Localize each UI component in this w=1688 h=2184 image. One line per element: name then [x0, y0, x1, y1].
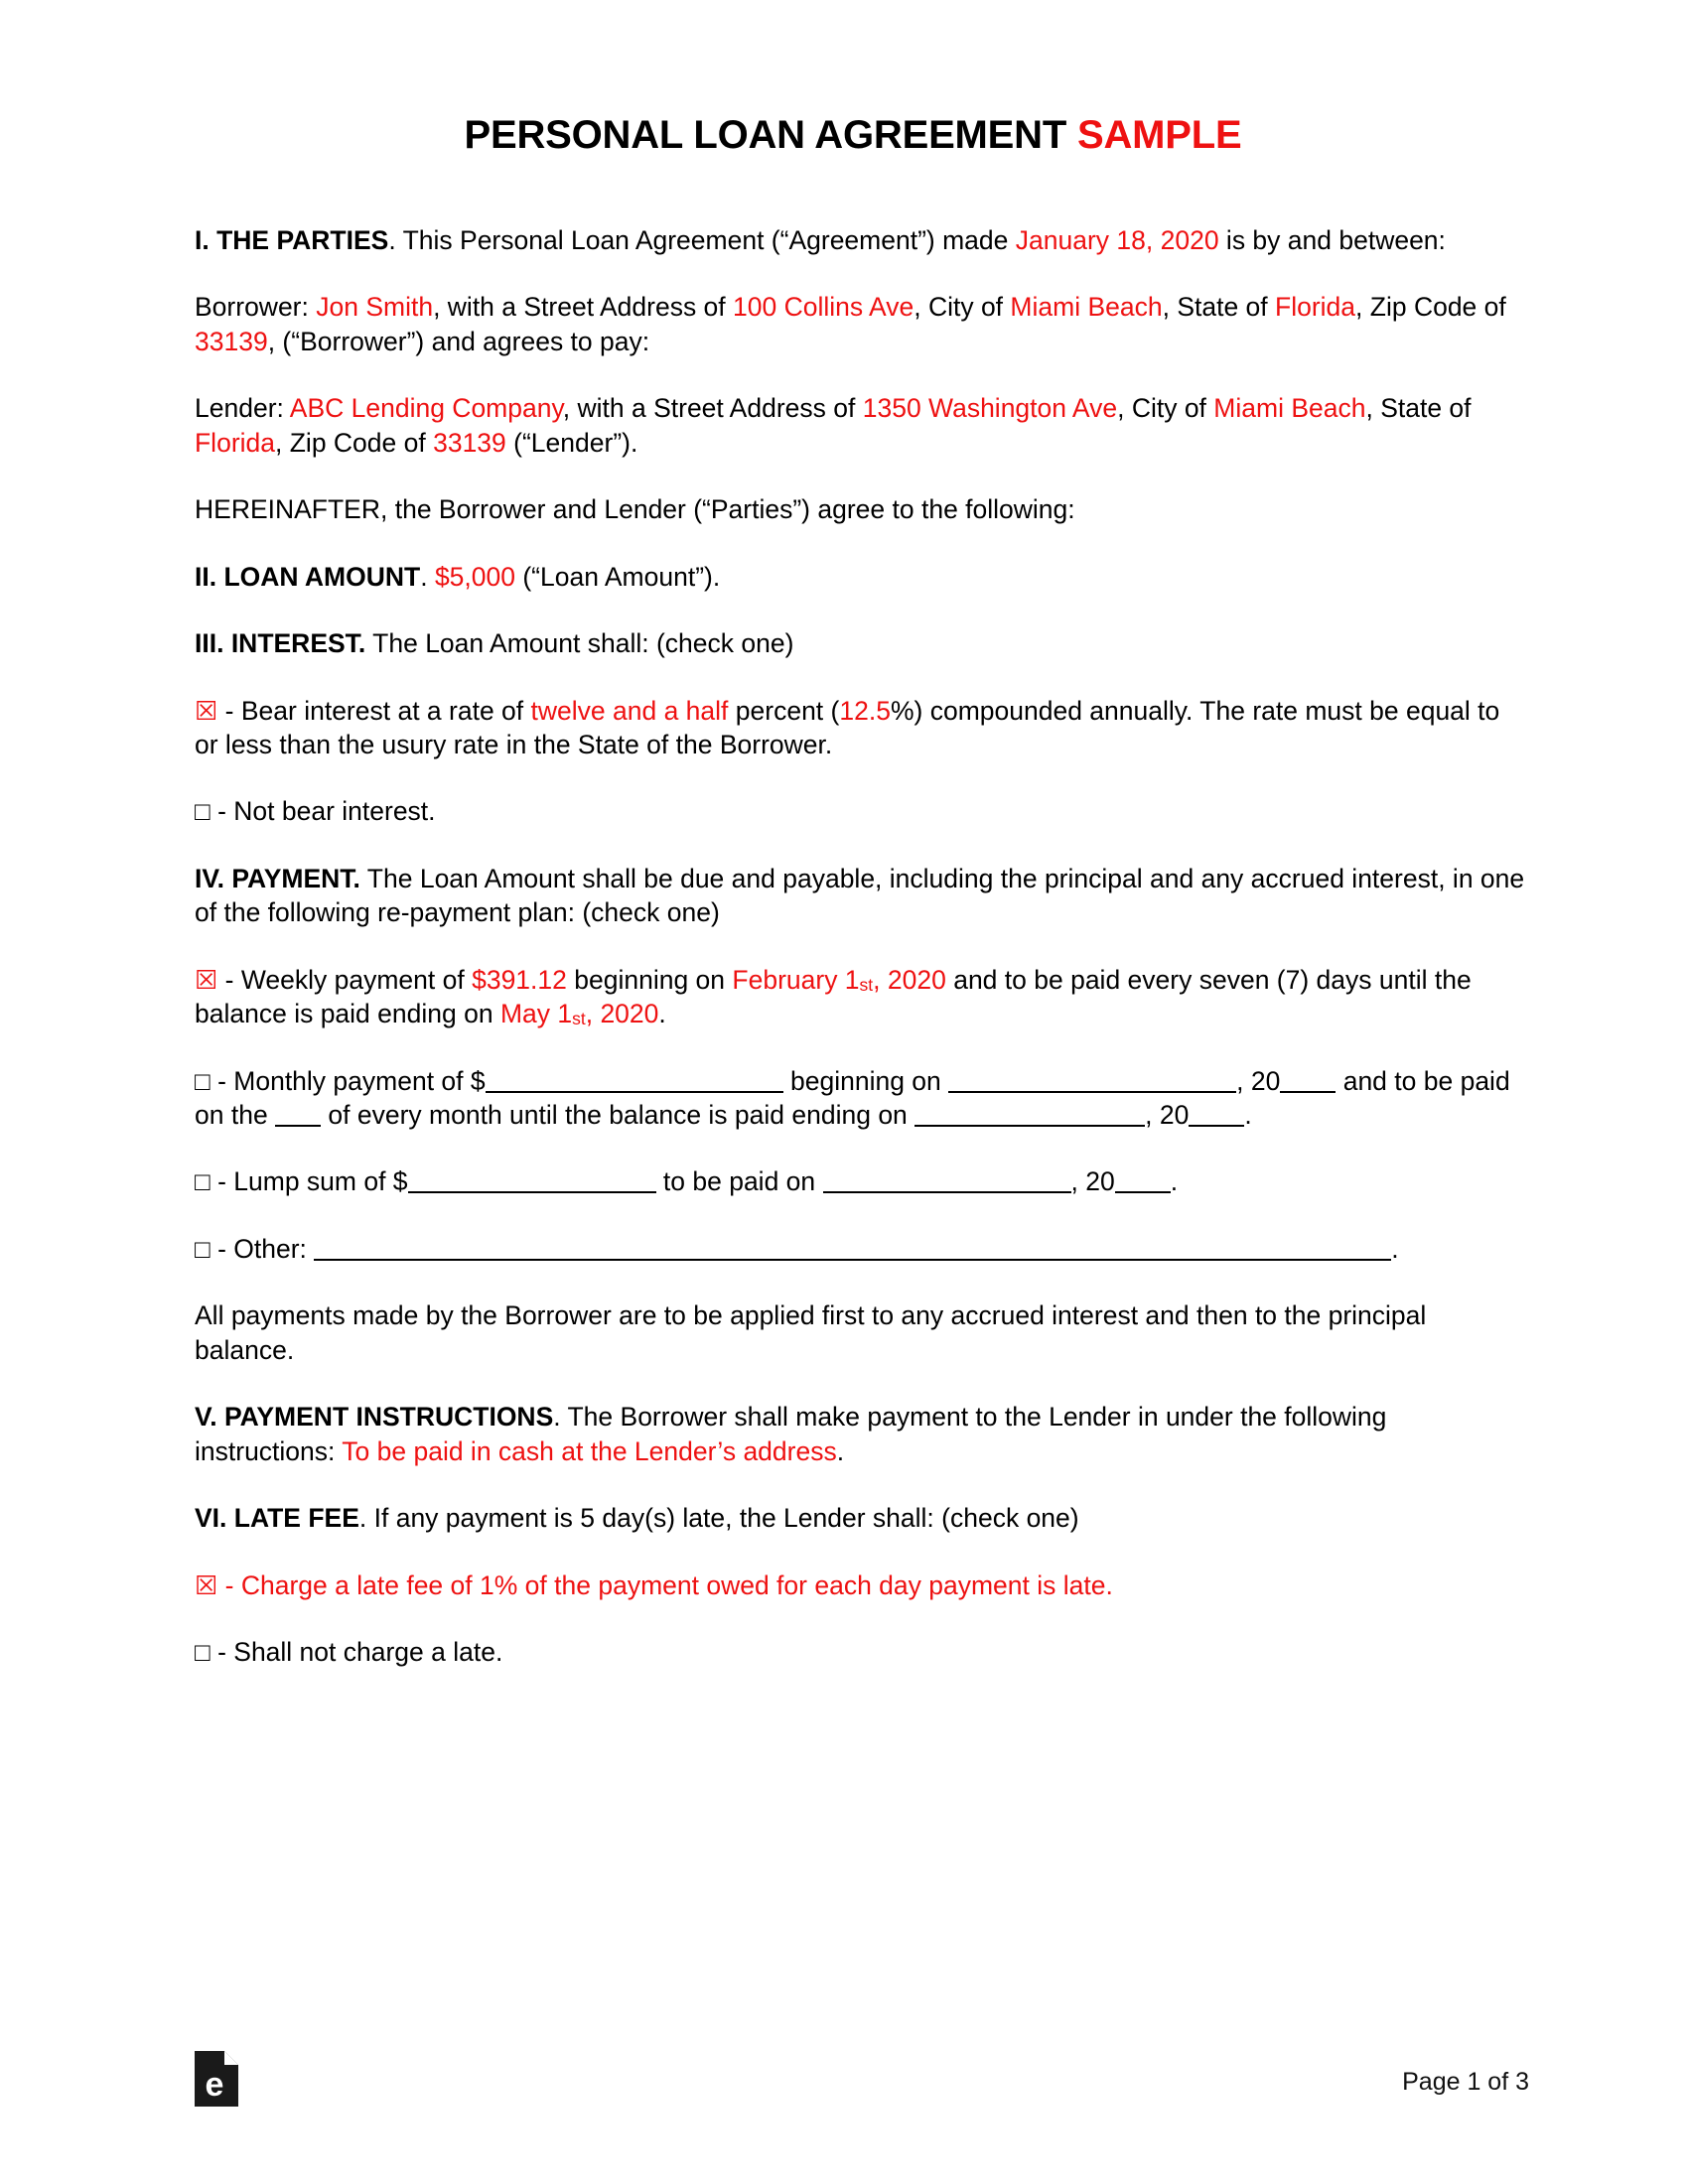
- lender-name: ABC Lending Company: [289, 393, 563, 424]
- monthly-start-year-blank[interactable]: [1280, 1091, 1336, 1093]
- agreement-date: January 18, 2020: [1015, 225, 1219, 255]
- loan-amount-value: $5,000: [434, 561, 515, 592]
- monthly-t6: , 20: [1145, 1100, 1190, 1130]
- checkbox-other-icon[interactable]: □: [195, 1233, 211, 1264]
- lump-year-blank[interactable]: [1115, 1191, 1171, 1193]
- other-text-blank[interactable]: [314, 1259, 1391, 1261]
- section-loan-amount: [195, 560, 1529, 594]
- lender-street-label: , with a Street Address of: [562, 393, 863, 424]
- late-fee-option-charge[interactable]: [195, 1569, 1529, 1602]
- late-fee-heading: VI. LATE FEE: [195, 1503, 359, 1534]
- monthly-t4: and to be paid on the: [195, 1065, 1510, 1130]
- section-parties: [195, 223, 1529, 257]
- checkbox-no-late-fee-icon[interactable]: □: [195, 1636, 211, 1667]
- borrower-tail: , (“Borrower”) and agrees to pay:: [267, 326, 650, 356]
- lender-zip-label: , Zip Code of: [275, 427, 434, 458]
- borrower-label: Borrower:: [195, 292, 317, 323]
- lump-amount-blank[interactable]: [408, 1191, 656, 1193]
- title-sample-badge: SAMPLE: [1077, 113, 1242, 157]
- section-late-fee: [195, 1501, 1529, 1535]
- parties-intro-after-date: is by and between:: [1218, 225, 1446, 255]
- lump-t1: - Lump sum of $: [210, 1166, 408, 1197]
- payment-option-other[interactable]: [195, 1232, 1529, 1266]
- payment-lead: The Loan Amount shall be due and payable, including the principal and any accrued interest, in one of the following re-payment plan: (check one): [195, 863, 1525, 928]
- document-body: [195, 223, 1529, 1669]
- section-payment-instructions: [195, 1400, 1529, 1468]
- payment-instructions-pre: . The Borrower shall make payment to the Lender in under the following instructions:: [195, 1402, 1387, 1466]
- lump-t4: .: [1170, 1166, 1179, 1197]
- weekly-end-year: , 2020: [585, 999, 659, 1029]
- interest-lead: The Loan Amount shall: (check one): [365, 628, 794, 659]
- interest-not-bear-text: - Not bear interest.: [210, 796, 436, 827]
- title-main: PERSONAL LOAN AGREEMENT: [464, 113, 1067, 157]
- lender-city: Miami Beach: [1213, 393, 1366, 424]
- weekly-end-month: May 1: [499, 999, 573, 1029]
- hereinafter-paragraph: HEREINAFTER, the Borrower and Lender (“Parties”) agree to the following:: [195, 494, 1075, 525]
- interest-heading: III. INTEREST.: [195, 628, 366, 659]
- lender-city-label: , City of: [1117, 393, 1214, 424]
- weekly-start-suffix: st: [859, 974, 874, 995]
- weekly-mid1: beginning on: [566, 964, 733, 995]
- checkbox-weekly-payment-icon[interactable]: ☒: [195, 964, 218, 995]
- lender-paragraph: [195, 391, 1529, 460]
- lender-state: Florida: [195, 427, 276, 458]
- weekly-start-year: , 2020: [873, 964, 946, 995]
- section-interest: [195, 626, 1529, 660]
- payment-option-lump-sum[interactable]: [195, 1164, 1529, 1198]
- late-fee-post: day(s) late, the Lender shall: (check one): [595, 1503, 1079, 1534]
- payment-instructions-heading: V. PAYMENT INSTRUCTIONS: [195, 1402, 554, 1433]
- borrower-city-label: , City of: [914, 292, 1011, 323]
- borrower-street-label: , with a Street Address of: [433, 292, 734, 323]
- borrower-city: Miami Beach: [1010, 292, 1163, 323]
- monthly-t7: .: [1244, 1100, 1252, 1130]
- interest-rate-words: twelve and a half: [530, 695, 729, 726]
- weekly-mid2: and to be paid every seven (7) days until the balance is paid ending on: [195, 964, 1472, 1029]
- weekly-tail: .: [658, 999, 666, 1029]
- checkbox-lump-sum-icon[interactable]: □: [195, 1166, 211, 1197]
- interest-rate-value: 12.5: [839, 695, 891, 726]
- page-title: [195, 113, 1529, 158]
- other-t1: - Other:: [210, 1233, 315, 1264]
- borrower-name: Jon Smith: [316, 292, 434, 323]
- monthly-end-year-blank[interactable]: [1189, 1125, 1244, 1127]
- late-fee-option-no-charge[interactable]: [195, 1635, 1529, 1669]
- payment-option-weekly[interactable]: [195, 963, 1529, 1031]
- monthly-t2: beginning on: [782, 1065, 949, 1096]
- monthly-t5: of every month until the balance is paid ending on: [321, 1100, 915, 1130]
- monthly-amount-blank[interactable]: [486, 1091, 783, 1093]
- borrower-paragraph: [195, 290, 1529, 358]
- interest-bear-post: %) compounded annually. The rate must be equal to or less than the usury rate in the State of the Borrower.: [195, 695, 1500, 759]
- weekly-end-suffix: st: [572, 1009, 586, 1029]
- lender-street: 1350 Washington Ave: [862, 393, 1118, 424]
- late-fee-days: 5: [580, 1503, 596, 1534]
- lender-label: Lender:: [195, 393, 290, 424]
- section-payment: [195, 862, 1529, 930]
- monthly-end-date-blank[interactable]: [914, 1125, 1145, 1127]
- payment-application-note: All payments made by the Borrower are to be applied first to any accrued interest and then to the principal balance.: [195, 1300, 1427, 1365]
- interest-option-not-bear-interest[interactable]: [195, 794, 1529, 828]
- parties-intro-before-date: . This Personal Loan Agreement (“Agreement”) made: [388, 225, 1016, 255]
- borrower-state-label: , State of: [1162, 292, 1276, 323]
- lump-t2: to be paid on: [655, 1166, 823, 1197]
- loan-amount-pre: .: [420, 561, 435, 592]
- lender-tail: (“Lender”).: [505, 427, 638, 458]
- payment-option-monthly[interactable]: [195, 1064, 1529, 1133]
- late-fee-no-charge-text: - Shall not charge a late.: [210, 1636, 503, 1667]
- eforms-logo-letter: e: [205, 2066, 224, 2104]
- monthly-start-date-blank[interactable]: [948, 1091, 1236, 1093]
- payment-instructions-post: .: [836, 1435, 845, 1466]
- interest-bear-mid: percent (: [728, 695, 840, 726]
- borrower-zip-label: , Zip Code of: [1355, 292, 1506, 323]
- borrower-street: 100 Collins Ave: [733, 292, 914, 323]
- other-t2: .: [1391, 1233, 1399, 1264]
- loan-amount-heading: II. LOAN AMOUNT: [195, 561, 421, 592]
- borrower-zip: 33139: [195, 326, 268, 356]
- eforms-logo-icon: [195, 2051, 238, 2107]
- weekly-start-month: February 1: [732, 964, 860, 995]
- loan-amount-post: (“Loan Amount”).: [515, 561, 721, 592]
- interest-option-bear-interest[interactable]: [195, 694, 1529, 762]
- late-fee-charge-pre: - Charge a late fee of: [217, 1570, 480, 1600]
- checkbox-bear-interest-icon[interactable]: ☒: [195, 695, 218, 726]
- late-fee-percent: 1%: [480, 1570, 518, 1600]
- lump-t3: , 20: [1070, 1166, 1115, 1197]
- monthly-t3: , 20: [1236, 1065, 1281, 1096]
- page-footer: [195, 2027, 1529, 2107]
- monthly-t1: - Monthly payment of $: [210, 1065, 486, 1096]
- parties-heading: I. THE PARTIES: [195, 225, 389, 255]
- lump-date-blank[interactable]: [823, 1191, 1071, 1193]
- lender-zip: 33139: [433, 427, 506, 458]
- weekly-end-date: [500, 999, 658, 1028]
- weekly-payment-amount: $391.12: [472, 964, 567, 995]
- borrower-state: Florida: [1275, 292, 1356, 323]
- page-number: Page 1 of 3: [1402, 2068, 1529, 2096]
- checkbox-not-bear-interest-icon[interactable]: □: [195, 796, 211, 827]
- late-fee-charge-post: of the payment owed for each day payment is late.: [517, 1570, 1113, 1600]
- interest-bear-pre: - Bear interest at a rate of: [217, 695, 531, 726]
- payment-heading: IV. PAYMENT.: [195, 863, 360, 893]
- late-fee-pre: . If any payment is: [358, 1503, 581, 1534]
- checkbox-charge-late-fee-icon[interactable]: ☒: [195, 1570, 218, 1600]
- lender-state-label: , State of: [1365, 393, 1472, 424]
- checkbox-monthly-payment-icon[interactable]: □: [195, 1065, 211, 1096]
- monthly-day-blank[interactable]: [275, 1125, 321, 1127]
- payment-instructions-value: To be paid in cash at the Lender’s address: [342, 1435, 837, 1466]
- weekly-pre: - Weekly payment of: [217, 964, 473, 995]
- weekly-start-date: [732, 965, 945, 995]
